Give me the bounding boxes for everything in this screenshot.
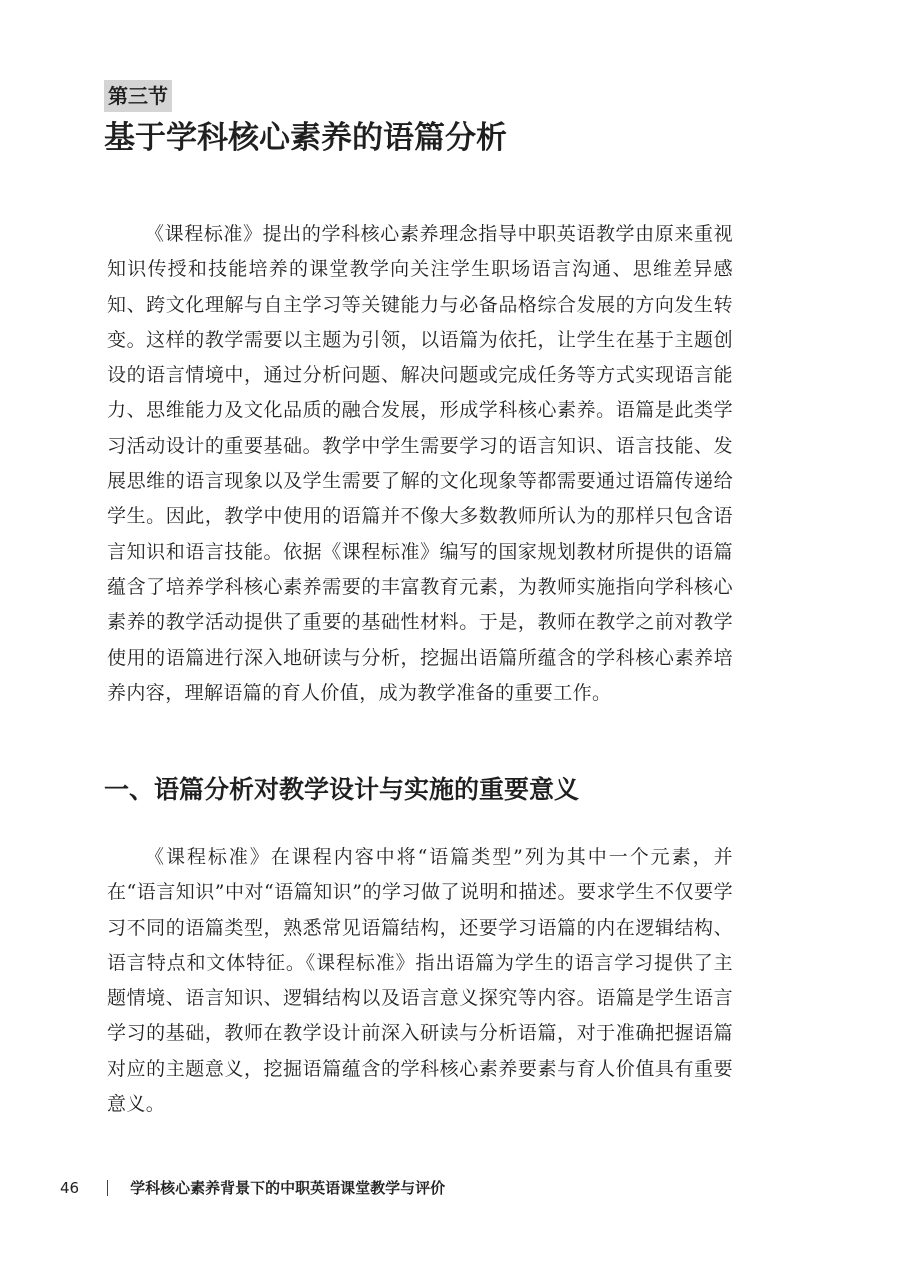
- sub-heading: 一、语篇分析对教学设计与实施的重要意义: [104, 775, 580, 804]
- page-number: 46: [60, 1179, 80, 1197]
- body-paragraph: 《课程标准》提出的学科核心素养理念指导中职英语教学由原来重视知识传授和技能培养的课堂教学向关注学生职场语言沟通、思维差异感知、跨文化理解与自主学习等关键能力与必备品格综合发展的方向发生转变。这样的教学需要以主题为引领，以语篇为依托，让学生在基于主题创设的语言情境中，通过分析问题、解决问题或完成任务等方式实现语言能力、思维能力及文化品质的融合发展，形成学科核心素养。语篇是此类学习活动设计的重要基础。教学中学生需要学习的语言知识、语言技能、发展思维的语言现象以及学生需要了解的文化现象等都需要通过语篇传递给学生。因此，教学中使用的语篇并不像大多数教师所认为的那样只包含语言知识和语言技能。依据《课程标准》编写的国家规划教材所提供的语篇蕴含了培养学科核心素养需要的丰富教育元素，为教师实施指向学科核心素养的教学活动提供了重要的基础性材料。于是，教师在教学之前对教学使用的语篇进行深入地研读与分析，挖掘出语篇所蕴含的学科核心素养培养内容，理解语篇的育人价值，成为教学准备的重要工作。: [107, 223, 733, 704]
- section-label: 第三节: [104, 80, 172, 112]
- footer-divider: [107, 1180, 108, 1196]
- book-title: 学科核心素养背景下的中职英语课堂教学与评价: [130, 1179, 446, 1197]
- section-title: 基于学科核心素养的语篇分析: [104, 120, 507, 156]
- body-paragraph: 《课程标准》在课程内容中将“语篇类型”列为其中一个元素，并在“语言知识”中对“语篇知识”的学习做了说明和描述。要求学生不仅要学习不同的语篇类型，熟悉常见语篇结构，还要学习语篇的内在逻辑结构、语言特点和文体特征。《课程标准》指出语篇为学生的语言学习提供了主题情境、语言知识、逻辑结构以及语言意义探究等内容。语篇是学生语言学习的基础，教师在教学设计前深入研读与分析语篇，对于准确把握语篇对应的主题意义，挖掘语篇蕴含的学科核心素养要素与育人价值具有重要意义。: [107, 846, 733, 1116]
- page-footer: [60, 1176, 445, 1200]
